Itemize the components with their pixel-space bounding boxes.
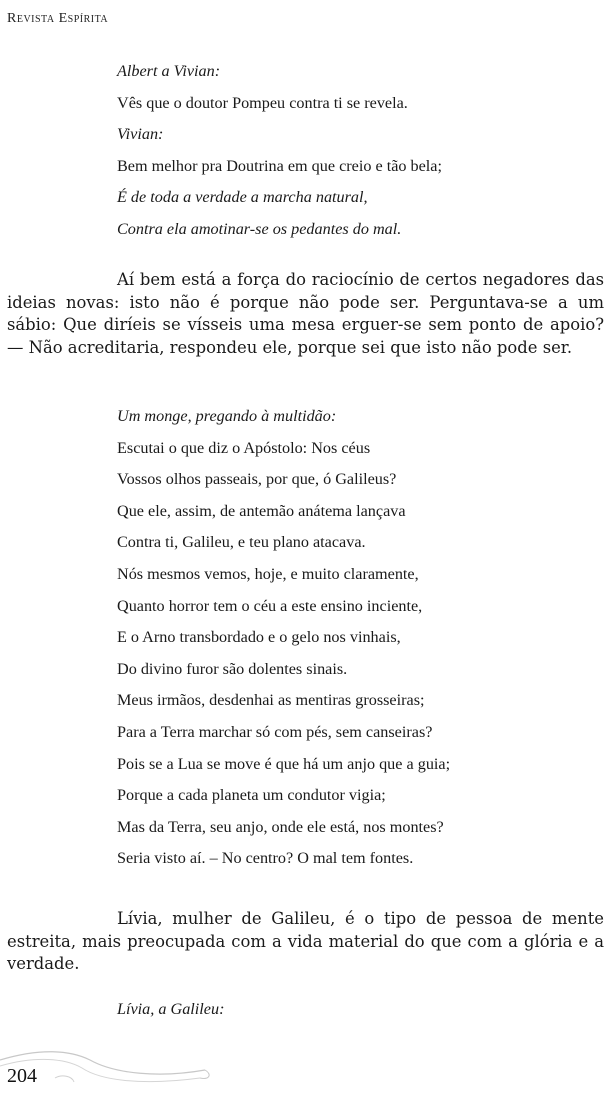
- verse-line: Vossos olhos passeais, por que, ó Galileus?: [117, 470, 397, 489]
- paragraph-text: Aí bem está a força do raciocínio de certos negadores das ideias novas: isto não é porque não pode ser. Perguntava-se a um sábio: Que diríeis se vísseis uma mesa erguer-se sem ponto de apoio? — Não acreditaria, respondeu ele, porque sei que isto não pode ser.: [7, 270, 604, 357]
- verse-line: É de toda a verdade a marcha natural,: [117, 188, 368, 207]
- verse-line: Do divino furor são dolentes sinais.: [117, 659, 348, 678]
- verse-line: Escutai o que diz o Apóstolo: Nos céus: [117, 438, 371, 457]
- paragraph-1: [7, 269, 604, 359]
- verse-line: Um monge, pregando à multidão:: [117, 407, 337, 425]
- verse-line: Meus irmãos, desdenhai as mentiras grosseiras;: [117, 691, 425, 710]
- verse-line: Mas da Terra, seu anjo, onde ele está, nos montes?: [117, 817, 444, 836]
- verse-line: Vês que o doutor Pompeu contra ti se revela.: [117, 93, 408, 112]
- verse-line: Quanto horror tem o céu a este ensino inciente,: [117, 596, 423, 615]
- paragraph-2: [7, 908, 604, 976]
- verse-line: Lívia, a Galileu:: [117, 1000, 225, 1018]
- verse-line: Seria visto aí. – No centro? O mal tem fontes.: [117, 849, 414, 868]
- verse-block-1: [117, 56, 442, 246]
- verse-line: Pois se a Lua se move é que há um anjo que a guia;: [117, 754, 451, 773]
- verse-line: Nós mesmos vemos, hoje, e muito claramente,: [117, 564, 419, 583]
- verse-line: Contra ti, Galileu, e teu plano atacava.: [117, 533, 366, 552]
- verse-block-2: [117, 401, 450, 875]
- verse-line: Para a Terra marchar só com pés, sem canseiras?: [117, 722, 433, 741]
- verse-line: E o Arno transbordado e o gelo nos vinhais,: [117, 628, 401, 647]
- running-header: Revista Espírita: [7, 11, 109, 26]
- verse-line: Contra ela amotinar-se os pedantes do mal.: [117, 219, 402, 238]
- verse-line: Albert a Vivian:: [117, 62, 221, 80]
- verse-block-3: [117, 994, 224, 1026]
- paragraph-text: Lívia, mulher de Galileu, é o tipo de pessoa de mente estreita, mais preocupada com a vida material do que com a glória e a verdade.: [7, 909, 604, 973]
- verse-line: Que ele, assim, de antemão anátema lançava: [117, 501, 406, 520]
- page-number: 204: [7, 1065, 37, 1087]
- verse-line: Vivian:: [117, 125, 164, 144]
- verse-line: Porque a cada planeta um condutor vigia;: [117, 786, 386, 805]
- verse-line: Bem melhor pra Doutrina em que creio e tão bela;: [117, 156, 442, 175]
